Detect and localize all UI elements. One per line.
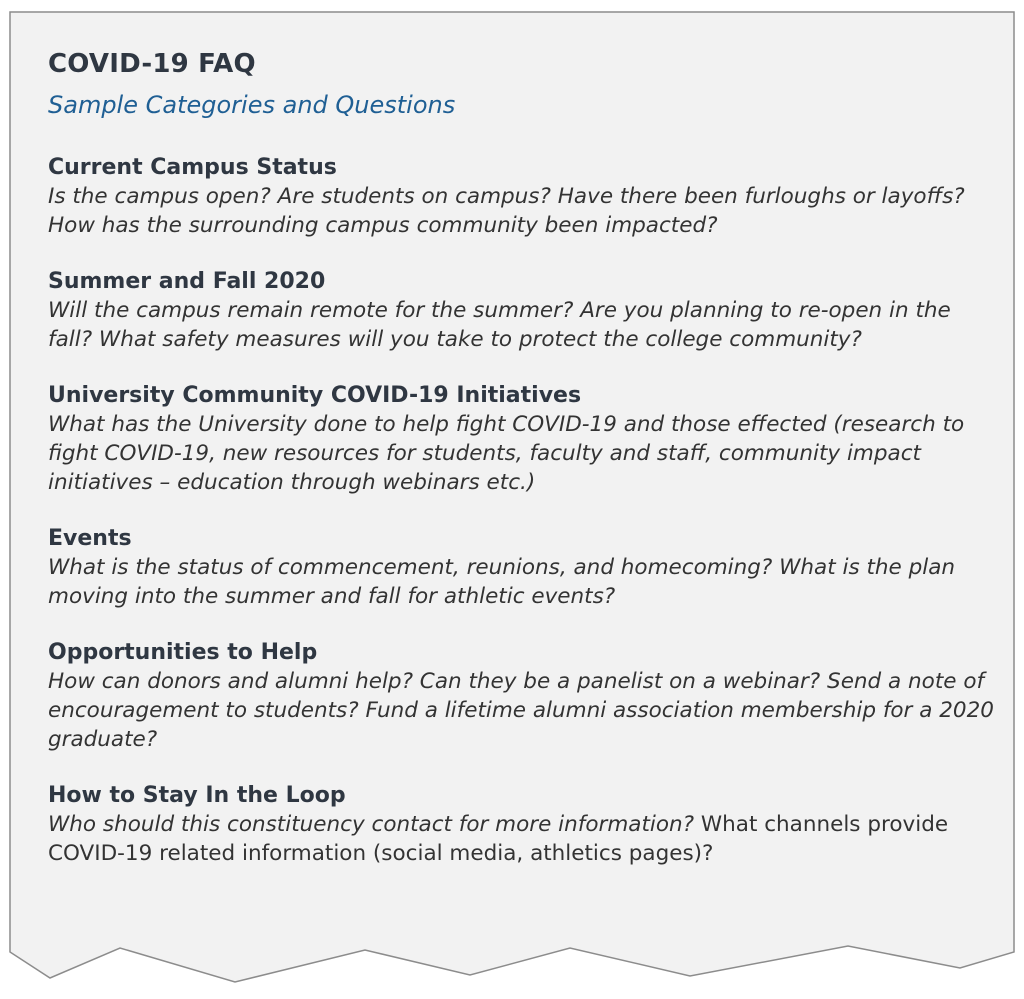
faq-section-stay-in-the-loop (48, 781, 998, 868)
faq-section-current-campus-status (48, 153, 998, 240)
faq-section-summer-fall-2020 (48, 267, 998, 354)
faq-sections (48, 153, 998, 868)
faq-section-opportunities-to-help (48, 638, 998, 754)
section-questions (48, 182, 998, 240)
document-title: COVID-19 FAQ (48, 49, 256, 79)
section-questions-plain: What channels provide COVID-19 related information (social media, athletics pages)? (48, 812, 949, 866)
section-questions-italic: Who should this constituency contact for more information? (48, 812, 695, 837)
faq-document (48, 46, 998, 895)
section-questions (48, 553, 998, 611)
section-heading: Events (48, 526, 132, 551)
section-questions (48, 410, 998, 497)
section-heading: University Community COVID-19 Initiatives (48, 383, 582, 408)
faq-section-events (48, 524, 998, 611)
section-heading: Current Campus Status (48, 155, 337, 180)
section-questions (48, 667, 998, 754)
section-heading: How to Stay In the Loop (48, 783, 346, 808)
section-questions-italic: What is the status of commencement, reunions, and homecoming? What is the plan moving into the summer and fall for athletic events? (48, 555, 956, 609)
faq-section-covid-initiatives (48, 381, 998, 497)
section-questions-italic: Will the campus remain remote for the summer? Are you planning to re-open in the fall? What safety measures will you take to protect the college community? (48, 298, 951, 352)
section-questions-italic: How can donors and alumni help? Can they be a panelist on a webinar? Send a note of encouragement to students? Fund a lifetime alumni association membership for a 2020 graduate? (48, 669, 994, 752)
section-questions-italic: Is the campus open? Are students on campus? Have there been furloughs or layoffs? How has the surrounding campus community been impacted? (48, 184, 965, 238)
document-subtitle: Sample Categories and Questions (48, 91, 456, 119)
section-questions (48, 810, 998, 868)
section-questions-italic: What has the University done to help fight COVID-19 and those effected (research to fight COVID-19, new resources for students, faculty and staff, community impact initiatives – education through webinars etc.) (48, 412, 965, 495)
section-heading: Opportunities to Help (48, 640, 318, 665)
section-heading: Summer and Fall 2020 (48, 269, 326, 294)
section-questions (48, 296, 998, 354)
